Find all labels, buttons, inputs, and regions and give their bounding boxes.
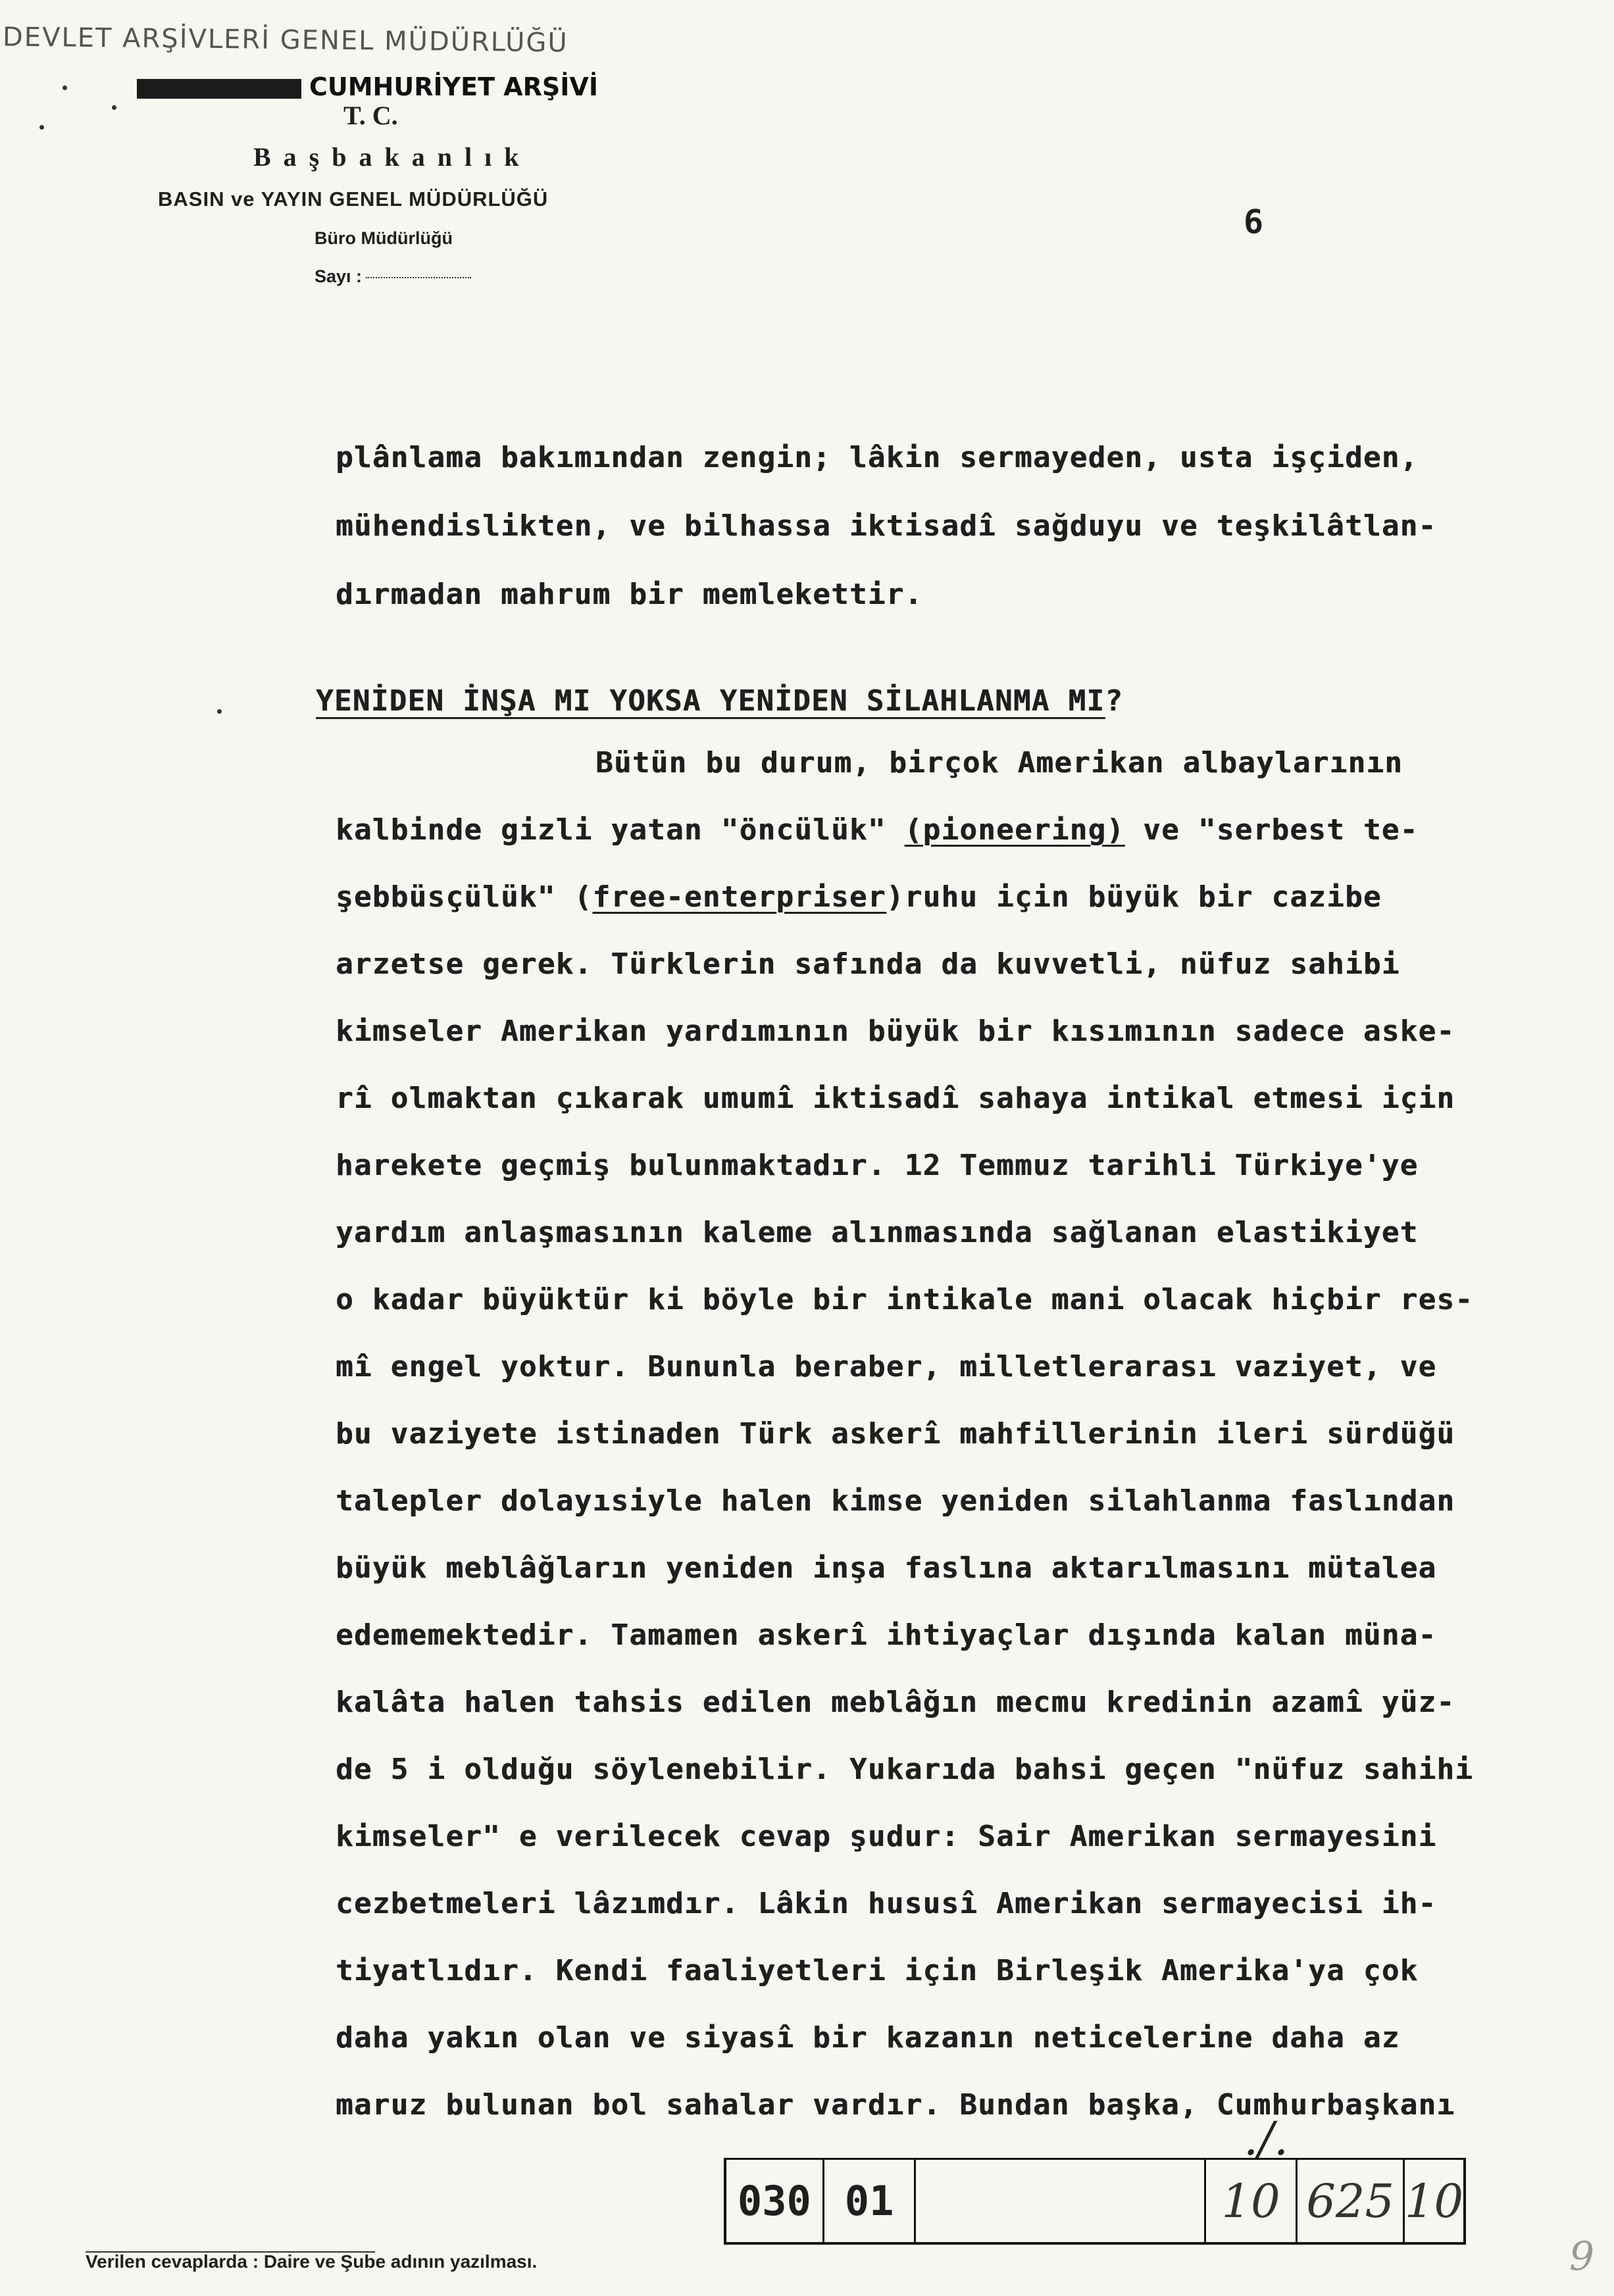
body-line-6 [336, 880, 1382, 914]
speck [112, 105, 116, 110]
sayi-dotted-line [366, 277, 471, 278]
pioneering-term: (pioneering) [904, 813, 1125, 847]
archive-stamp-second [137, 72, 598, 101]
archive-code-file: 625 [1298, 2160, 1404, 2242]
body-line-2: mühendislikten, ve bilhassa iktisadî sağduyu ve teşkilâtlan- [336, 509, 1437, 543]
body-line-19: de 5 i olduğu söylenebilir. Yukarıda bahsi geçen "nüfuz sahihi [336, 1753, 1474, 1786]
archive-stamp-top: DEVLET ARŞİVLERİ GENEL MÜDÜRLÜĞÜ [2, 22, 568, 59]
archive-code-series: 01 [824, 2160, 917, 2242]
body-line-8: kimseler Amerikan yardımının büyük bir kısımının sadece aske- [336, 1014, 1455, 1048]
body-line-17: edememektedir. Tamamen askerî ihtiyaçlar dışında kalan müna- [336, 1618, 1437, 1652]
body-line-12: o kadar büyüktür ki böyle bir intikale mani olacak hiçbir res- [336, 1283, 1474, 1316]
body-line-6-a: şebbüsçülük" ( [336, 880, 593, 914]
redaction-bar [137, 79, 301, 99]
free-enterpriser-term: free-enterpriser [592, 880, 886, 914]
body-line-5-b: ve "serbest te- [1124, 813, 1419, 847]
speck [63, 86, 67, 90]
ministry-name: Başbakanlık [253, 142, 532, 172]
body-line-21: cezbetmeleri lâzımdır. Lâkin hususî Amerikan sermayecisi ih- [336, 1887, 1437, 1920]
handwritten-tick: ./. [1244, 2112, 1289, 2166]
sayi-label: Sayı : [315, 266, 363, 286]
body-line-10: harekete geçmiş bulunmaktadır. 12 Temmuz tarihli Türkiye'ye [336, 1149, 1419, 1182]
body-line-20: kimseler" e verilecek cevap şudur: Sair Amerikan sermayesini [336, 1820, 1437, 1853]
body-line-6-b: )ruhu için büyük bir cazibe [886, 880, 1382, 914]
body-line-4: Bütün bu durum, birçok Amerikan albaylarının [595, 746, 1403, 780]
body-line-16: büyük meblâğların yeniden inşa faslına aktarılmasını mütalea [336, 1551, 1437, 1585]
speck [217, 709, 222, 714]
archive-stamp-second-text: CUMHURİYET ARŞİVİ [309, 72, 598, 101]
body-line-9: rî olmaktan çıkarak umumî iktisadî sahaya intikal etmesi için [336, 1082, 1455, 1115]
sayi-field [315, 266, 471, 287]
archive-code-fond: 030 [726, 2160, 824, 2242]
body-line-7: arzetse gerek. Türklerin safında da kuvvetli, nüfuz sahibi [336, 947, 1400, 981]
archive-code-item: 10 [1404, 2174, 1463, 2228]
section-heading [316, 684, 1123, 718]
tc-label: T. C. [343, 101, 398, 130]
body-line-5-a: kalbinde gizli yatan "öncülük" [336, 813, 905, 847]
body-line-13: mî engel yoktur. Bununla beraber, milletlerarası vaziyet, ve [336, 1350, 1437, 1384]
page-mark: 9 [1569, 2234, 1595, 2280]
archive-reference-box [724, 2158, 1466, 2245]
section-heading-text: YENİDEN İNŞA MI YOKSA YENİDEN SİLAHLANMA MI [316, 684, 1105, 718]
page-number: 6 [1244, 203, 1264, 241]
footer-note: Verilen cevaplarda : Daire ve Şube adının yazılması. [86, 2251, 538, 2272]
body-line-11: yardım anlaşmasının kaleme alınmasında sağlanan elastikiyet [336, 1216, 1419, 1249]
body-line-24: maruz bulunan bol sahalar vardır. Bundan başka, Cumhurbaşkanı [336, 2088, 1455, 2122]
speck [39, 125, 44, 130]
archive-code-box: 10 [1206, 2160, 1298, 2242]
body-line-22: tiyatlıdır. Kendi faaliyetleri için Birleşik Amerika'ya çok [336, 1954, 1419, 1987]
body-line-1: plânlama bakımından zengin; lâkin sermayeden, usta işçiden, [336, 441, 1419, 474]
body-line-5 [336, 813, 1419, 847]
body-line-23: daha yakın olan ve siyasî bir kazanın neticelerine daha az [336, 2021, 1400, 2055]
section-heading-end: ? [1105, 684, 1124, 718]
directorate-name: BASIN ve YAYIN GENEL MÜDÜRLÜĞÜ [158, 187, 549, 211]
body-line-18: kalâta halen tahsis edilen meblâğın mecmu kredinin azamî yüz- [336, 1685, 1455, 1719]
body-line-14: bu vaziyete istinaden Türk askerî mahfillerinin ileri sürdüğü [336, 1417, 1455, 1451]
body-line-15: talepler dolayısiyle halen kimse yeniden silahlanma faslından [336, 1484, 1455, 1518]
office-name: Büro Müdürlüğü [315, 228, 453, 248]
body-line-3: dırmadan mahrum bir memlekettir. [336, 578, 923, 611]
archive-code-blank [916, 2160, 1205, 2242]
